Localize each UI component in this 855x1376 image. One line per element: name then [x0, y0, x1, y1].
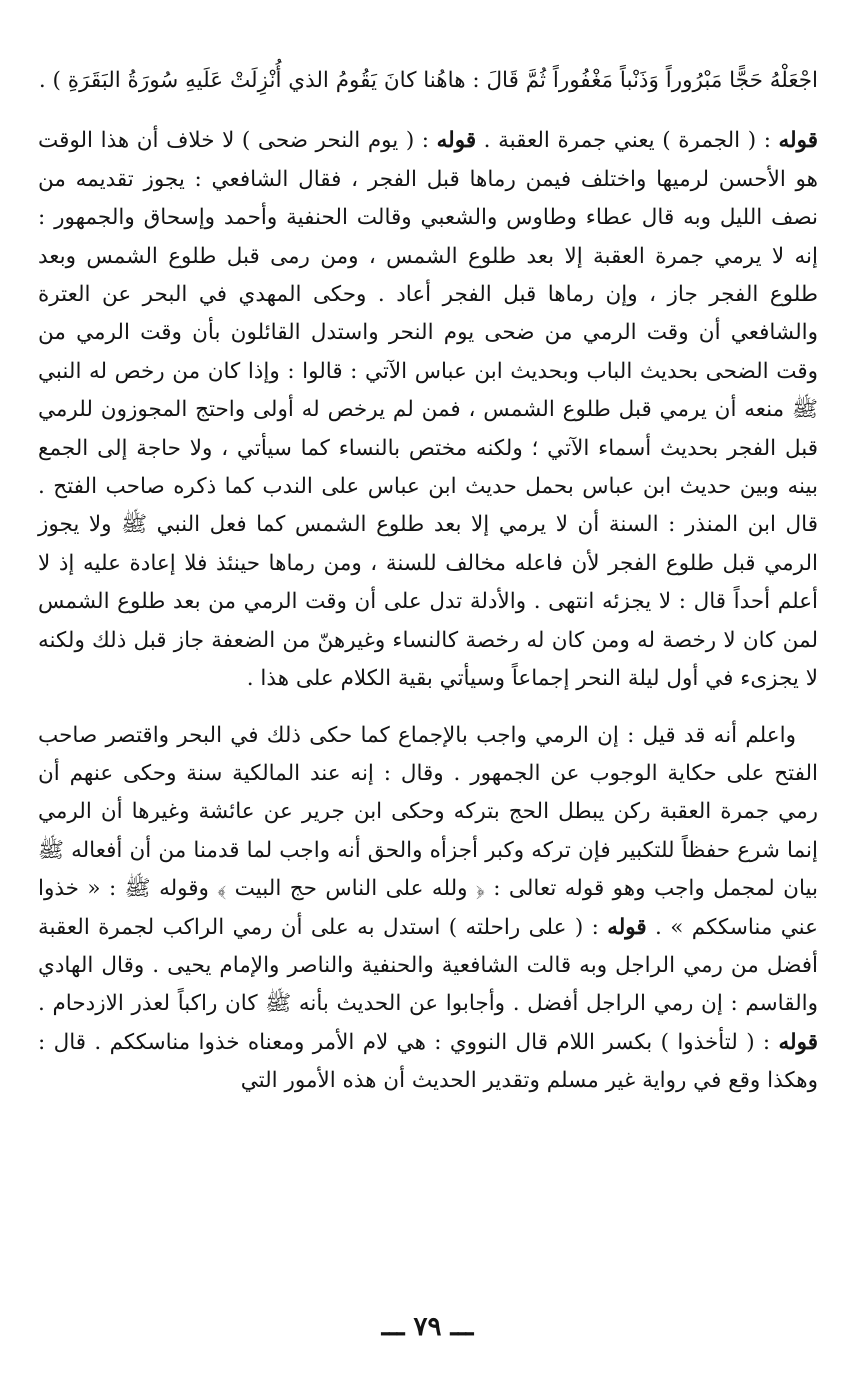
paragraph-ruling-of-stoning	[38, 717, 818, 1101]
commentary-text: : ( لتأخذوا ) بكسر اللام قال النووي : هي لام الأمر ومعناه خذوا مناسككم . قال : وهكذا وقع في رواية غير مسلم وتقدير الحديث أن هذه الأمور التي	[38, 1029, 818, 1094]
qawluh-label: قوله	[778, 1029, 818, 1055]
commentary-text: واعلم أنه قد قيل : إن الرمي واجب بالإجماع كما حكى ذلك في البحر واقتصر صاحب الفتح على حكاية الوجوب عن الجمهور . وقال : إنه عند المالكية سنة وحكى عنهم أن رمي جمرة العقبة ركن يبطل الحج بتركه وحكى ابن جرير عن عائشة وغيرها أن الرمي إنما شرع حفظاً للتكبير فإن تركه وكبر أجزأه والحق أنه واجب لما قدمنا من أن أفعاله ﷺ بيان لمجمل واجب وهو قوله تعالى : ﴿ ولله على الناس حج البيت ﴾ وقوله ﷺ : « خذوا عني مناسككم » .	[38, 722, 818, 940]
qawluh-label: قوله	[436, 128, 477, 154]
page-number: ـــ ٧٩ ـــ	[381, 1312, 474, 1342]
qawluh-label: قوله	[778, 128, 818, 154]
paragraph-gap	[38, 100, 818, 122]
paragraph-commentary-time-of-stoning	[38, 122, 818, 698]
paragraph-gap	[38, 699, 818, 717]
commentary-text: : ( على راحلته ) استدل به على أن رمي الراكب لجمرة العقبة أفضل من رمي الراجل وبه قالت الشافعية والحنفية والناصر والإمام يحيى . وقال الهادي والقاسم : إن رمي الراجل أفضل . وأجابوا عن الحديث بأنه ﷺ كان راكباً لعذر الازدحام .	[38, 914, 818, 1017]
commentary-text: : ( يوم النحر ضحى ) لا خلاف أن هذا الوقت هو الأحسن لرميها واختلف فيمن رماها قبل الفجر ، فقال الشافعي : يجوز تقديمه من نصف الليل وبه قال عطاء وطاوس والشعبي وقالت الحنفية وأحمد وإسحاق والجمهور : إنه لا يرمي جمرة العقبة إلا بعد طلوع الشمس ، ومن رمى قبل طلوع الشمس وبعد طلوع الفجر جاز ، وإن رماها قبل الفجر أعاد . وحكى المهدي في البحر عن العترة والشافعي أن وقت الرمي من ضحى يوم النحر واستدل القائلون بأن وقت الرمي من وقت الضحى بحديث الباب وبحديث ابن عباس الآتي : قالوا : وإذا كان من رخص له النبي ﷺ منعه أن يرمي قبل طلوع الشمس ، فمن لم يرخص له أولى واحتج المجوزون للرمي قبل الفجر بحديث أسماء الآتي ؛ ولكنه مختص بالنساء كما سيأتي ، ولا حاجة إلى الجمع بينه وبين حديث ابن عباس بحمل حديث ابن عباس على الندب كما ذكره صاحب الفتح . قال ابن المنذر : السنة أن لا يرمي إلا بعد طلوع الشمس كما فعل النبي ﷺ ولا يجوز الرمي قبل طلوع الفجر لأن فاعله مخالف للسنة ، ومن رماها حينئذ فلا إعادة عليه إذ لا أعلم أحداً قال : لا يجزئه انتهى . والأدلة تدل على أن وقت الرمي من بعد طلوع الشمس لمن كان لا رخصة له ومن كان له رخصة كالنساء وغيرهنّ من الضعفة جاز قبل ذلك ولكنه لا يجزىء في أول ليلة النحر إجماعاً وسيأتي بقية الكلام على هذا .	[38, 128, 818, 692]
hadith-ending-text: اجْعَلْهُ حَجًّا مَبْرُوراً وَذَنْباً مَغْفُوراً ثُمَّ قَالَ : هاهُنا كانَ يَقُومُ الذي أُنْزِلَتْ عَلَيهِ سُورَةُ البَقَرَةِ ) .	[38, 68, 818, 93]
commentary-text: : ( الجمرة ) يعني جمرة العقبة .	[476, 128, 779, 154]
qawluh-label: قوله	[607, 914, 647, 940]
page-body	[38, 62, 818, 1101]
paragraph-hadith-ending	[38, 62, 818, 100]
